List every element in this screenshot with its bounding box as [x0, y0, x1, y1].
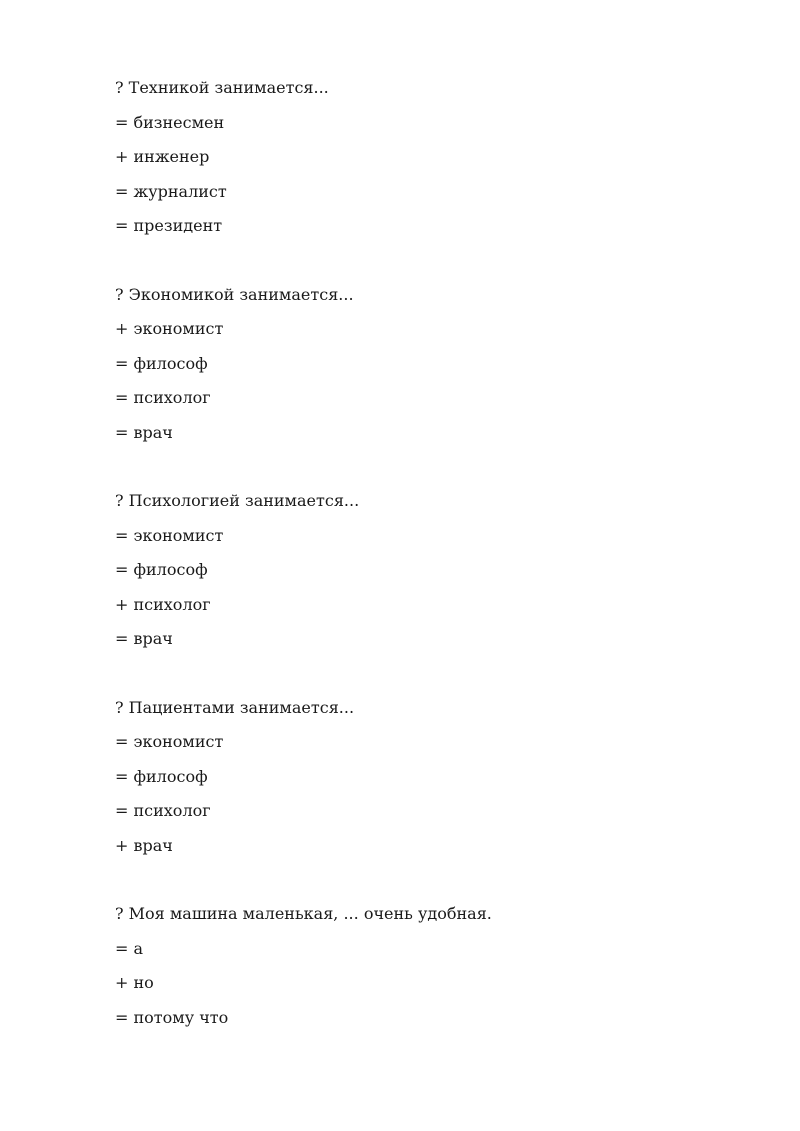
answer-option: + психолог: [115, 594, 211, 614]
answer-option: = психолог: [115, 801, 211, 820]
answer-option: = философ: [115, 353, 208, 373]
question-prompt: ? Экономикой занимается...: [115, 284, 354, 304]
answer-option: = философ: [115, 766, 208, 786]
answer-option: = экономист: [115, 525, 224, 545]
answer-option: = потому что: [115, 1007, 229, 1027]
question-block: [115, 284, 715, 457]
answer-option: = философ: [115, 560, 208, 579]
answer-option: = а: [115, 938, 144, 958]
answer-option: + врач: [115, 835, 173, 855]
answer-option: = журналист: [115, 181, 227, 201]
answer-option: + но: [115, 973, 154, 992]
question-prompt: ? Моя машина маленькая, ... очень удобная.: [115, 904, 492, 923]
question-block: [115, 903, 715, 1041]
question-prompt: ? Техникой занимается...: [115, 78, 329, 97]
answer-option: + экономист: [115, 319, 224, 338]
answer-option: = врач: [115, 629, 173, 648]
answer-option: = врач: [115, 422, 173, 442]
question-block: [115, 77, 715, 250]
answer-option: + инженер: [115, 147, 210, 166]
document-page: [115, 77, 715, 1075]
answer-option: = психолог: [115, 388, 211, 407]
answer-option: = президент: [115, 216, 223, 235]
answer-option: = бизнесмен: [115, 112, 225, 132]
question-prompt: ? Пациентами занимается...: [115, 697, 355, 717]
question-block: [115, 697, 715, 870]
answer-option: = экономист: [115, 732, 224, 751]
question-prompt: ? Психологией занимается...: [115, 491, 360, 510]
question-block: [115, 490, 715, 663]
